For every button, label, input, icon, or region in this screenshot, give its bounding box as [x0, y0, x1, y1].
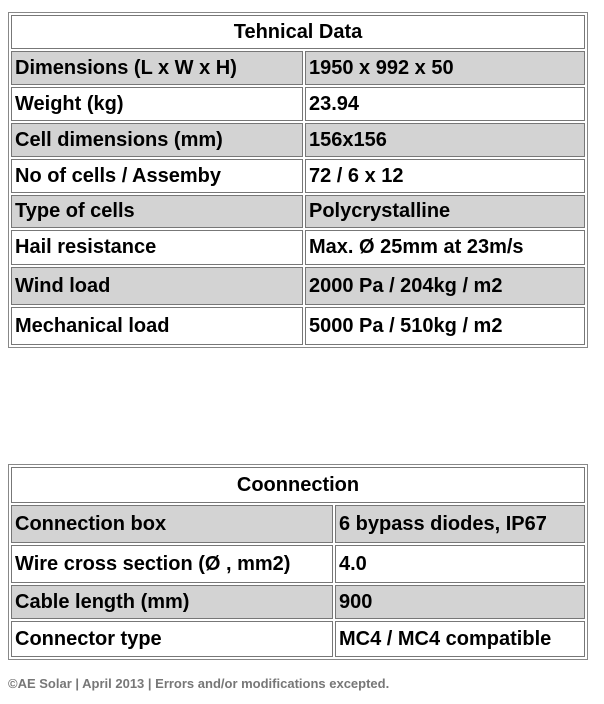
row-label: Connector type: [11, 621, 333, 657]
row-value: MC4 / MC4 compatible: [335, 621, 585, 657]
row-value: 23.94: [305, 87, 585, 121]
row-value: Polycrystalline: [305, 195, 585, 228]
row-label: Hail resistance: [11, 230, 303, 265]
row-value: 2000 Pa / 204kg / m2: [305, 267, 585, 305]
row-value: 1950 x 992 x 50: [305, 51, 585, 85]
row-value: 900: [335, 585, 585, 619]
row-label: Mechanical load: [11, 307, 303, 345]
technical-data-title: Tehnical Data: [11, 15, 585, 49]
row-value: 4.0: [335, 545, 585, 583]
row-label: Wind load: [11, 267, 303, 305]
row-label: Wire cross section (Ø , mm2): [11, 545, 333, 583]
connection-title: Coonnection: [11, 467, 585, 503]
row-value: Max. Ø 25mm at 23m/s: [305, 230, 585, 265]
row-label: Connection box: [11, 505, 333, 543]
row-label: Weight (kg): [11, 87, 303, 121]
connection-table: [8, 464, 588, 660]
row-label: Cable length (mm): [11, 585, 333, 619]
row-value: 5000 Pa / 510kg / m2: [305, 307, 585, 345]
row-value: 72 / 6 x 12: [305, 159, 585, 193]
row-label: Dimensions (L x W x H): [11, 51, 303, 85]
row-label: Type of cells: [11, 195, 303, 228]
technical-data-table: [8, 12, 588, 348]
row-label: Cell dimensions (mm): [11, 123, 303, 157]
row-value: 156x156: [305, 123, 585, 157]
row-label: No of cells / Assemby: [11, 159, 303, 193]
copyright-footer: ©AE Solar | April 2013 | Errors and/or modifications excepted.: [8, 676, 390, 691]
row-value: 6 bypass diodes, IP67: [335, 505, 585, 543]
